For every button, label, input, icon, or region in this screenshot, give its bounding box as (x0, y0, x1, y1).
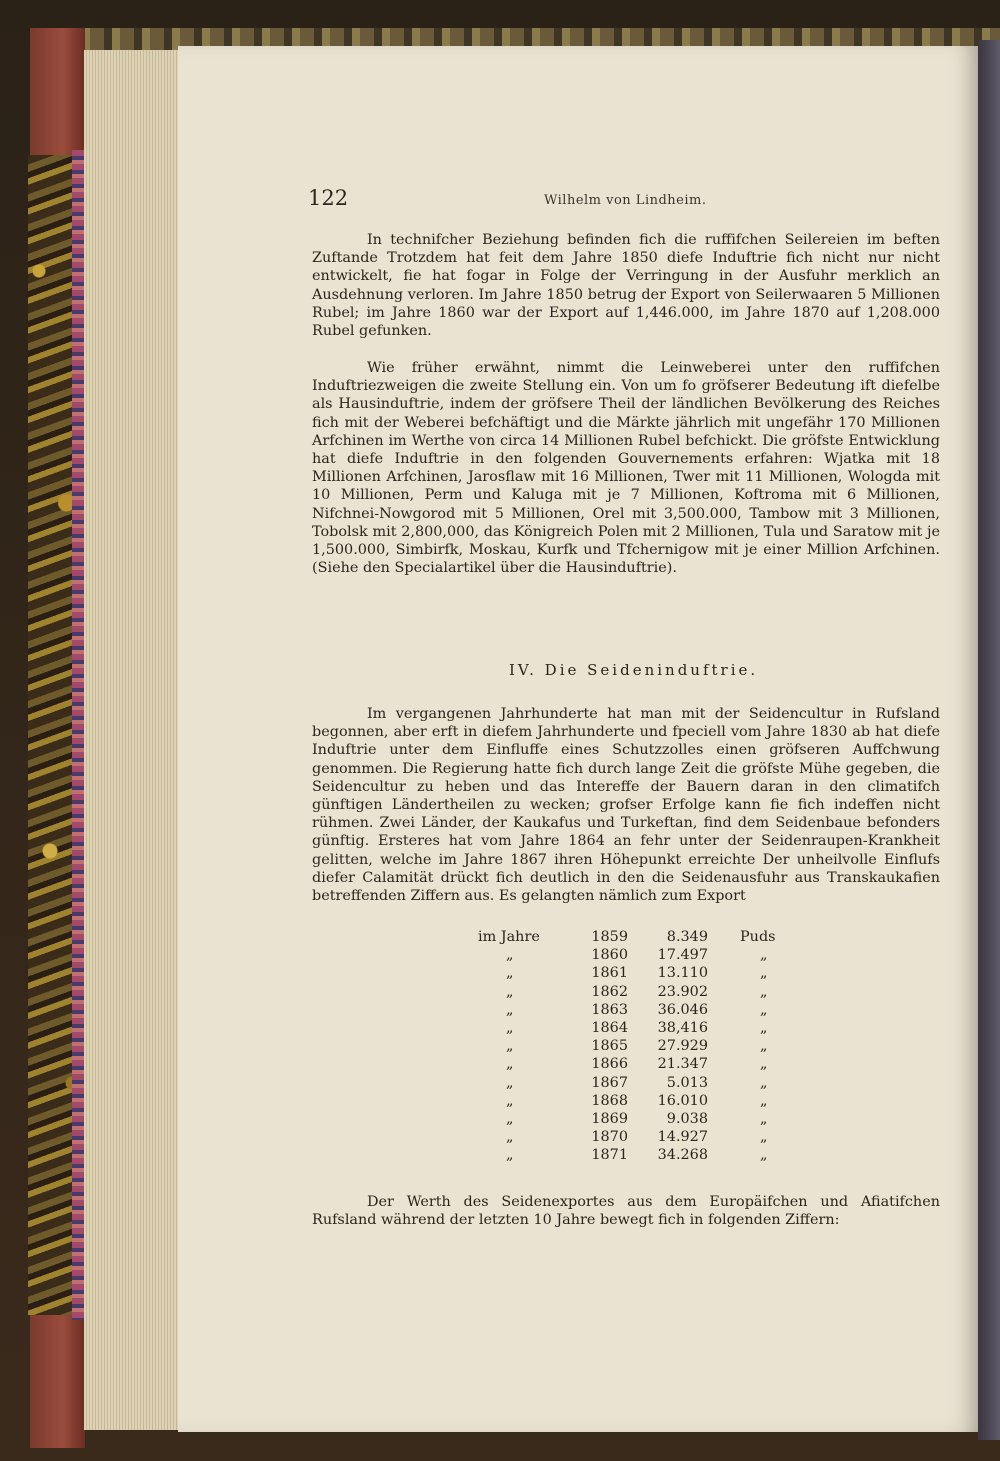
row-value: 17.497 (657, 947, 708, 964)
table-row (470, 984, 790, 1002)
paragraph-seilereien (312, 231, 940, 340)
row-unit: „ (760, 1056, 768, 1073)
row-year: 1868 (591, 1092, 628, 1109)
table-row (470, 1111, 790, 1129)
row-label: „ (506, 1056, 514, 1073)
row-value: 21.347 (657, 1056, 708, 1073)
row-value: 8.349 (666, 929, 708, 945)
row-unit: „ (760, 1001, 768, 1018)
paragraph-text: Im vergangenen Jahrhunderte hat man mit der Seidencultur in Rufsland begonnen, aber erft in diefem Jahrhunderte und fpeciell vom Jahre 1830 ab hat diefe Induftrie unter dem Einfluffe eines Schutzzolles einen gröfseren Auffchwung genommen. Die Regierung hatte fich durch lange Zeit die gröfste Mühe gegeben, die Seidencultur zu heben und das Intereffe der Bauern daran in den climatifch günftigen Ländertheilen zu wecken; grofser Erfolge kann fie fich indeffen nicht rühmen. Zwei Länder, der Kaukafus und Turkeftan, find dem Seidenbaue befonders günftig. Ersteres hat vom Jahre 1864 an fehr unter der Seidenraupen-Krankheit gelitten, welche im Jahre 1867 ihren Höhepunkt erreichte Der unheilvolle Einflufs diefer Calamität drückt fich deutlich in den die Seidenausfuhr aus Transkaukafien betreffenden Ziffern aus. Es gelangten nämlich zum Export (312, 706, 940, 905)
row-unit: „ (760, 947, 768, 964)
paragraph-text: Wie früher erwähnt, nimmt die Leinweberei unter den ruffifchen Induftriezweigen die zweite Stellung ein. Von um fo gröfserer Bedeutung ift diefelbe als Hausinduftrie, indem der gröfsere Theil der ländlichen Bevölkerung des Reiches fich mit der Weberei befchäftigt und die Märkte jährlich mit ungefähr 170 Millionen Arfchinen im Werthe von circa 14 Millionen Rubel befchickt. Die gröfste Entwicklung hat diefe Induftrie in den folgenden Gouvernements erfahren: Wjatka mit 18 Millionen Arfchinen, Jarosflaw mit 16 Millionen, Twer mit 11 Millionen, Wologda mit 10 Millionen, Perm und Kaluga mit je 7 Millionen, Koftroma mit 6 Millionen, Nifchnei-Nowgorod mit 5 Millionen, Orel mit 3,500.000, Tambow mit 3 Millionen, Tobolsk mit 2,800,000, das Königreich Polen mit 2 Millionen, Tula und Saratow mit je 1,500.000, Simbirfk, Moskau, Kurfk und Tfchernigow mit je einer Million Arfchinen. (Siehe den Specialartikel über die Hausinduftrie). (312, 360, 940, 577)
row-unit: „ (760, 1129, 768, 1146)
row-label: „ (506, 1147, 514, 1164)
right-cover-edge (978, 40, 1000, 1440)
row-year: 1869 (591, 1110, 628, 1127)
page-stack (84, 50, 180, 1430)
table-row (470, 947, 790, 965)
page-number: 122 (308, 186, 349, 210)
table-row (470, 1038, 790, 1056)
table-row (470, 929, 790, 947)
row-year: 1866 (591, 1056, 628, 1073)
row-year: 1870 (591, 1129, 628, 1146)
table-row (470, 1020, 790, 1038)
silk-export-table (470, 929, 790, 1165)
row-label: „ (506, 1129, 514, 1146)
row-year: 1860 (591, 947, 628, 964)
row-year: 1863 (591, 1001, 628, 1018)
row-unit: „ (760, 1038, 768, 1055)
row-value: 13.110 (657, 965, 708, 982)
table-row (470, 1129, 790, 1147)
row-value: 16.010 (657, 1092, 708, 1109)
row-value: 38,416 (657, 1019, 708, 1036)
paragraph-seidenexport (312, 1193, 940, 1229)
row-label: „ (506, 1074, 514, 1091)
row-unit: „ (760, 1110, 768, 1127)
row-year: 1861 (591, 965, 628, 982)
row-year: 1865 (591, 1038, 628, 1055)
table-row (470, 1093, 790, 1111)
table-row (470, 1075, 790, 1093)
row-unit: „ (760, 965, 768, 982)
paragraph-seidencultur (312, 705, 940, 905)
row-label: im Jahre (478, 929, 540, 945)
row-label: „ (506, 1019, 514, 1036)
row-label: „ (506, 1110, 514, 1127)
row-unit: Puds (740, 929, 776, 945)
table-row (470, 965, 790, 983)
row-unit: „ (760, 1092, 768, 1109)
row-label: „ (506, 1092, 514, 1109)
table-row (470, 1002, 790, 1020)
row-year: 1859 (591, 929, 628, 945)
row-unit: „ (760, 1074, 768, 1091)
row-unit: „ (760, 1147, 768, 1164)
section-heading: IV. Die Seideninduftrie. (509, 661, 759, 679)
row-year: 1867 (591, 1074, 628, 1091)
paragraph-text: In technifcher Beziehung befinden fich die ruffifchen Seilereien im beften Zuftande Trotzdem hat feit dem Jahre 1850 diefe Induftrie fich nicht nur nicht entwickelt, fie hat fogar in Folge der Verringung in der Ausfuhr merklich an Ausdehnung verloren. Im Jahre 1850 betrug der Export von Seilerwaaren 5 Millionen Rubel; im Jahre 1860 war der Export auf 1,446.000, im Jahre 1870 auf 1,208.000 Rubel gefunken. (312, 232, 940, 340)
table-row (470, 1056, 790, 1074)
row-value: 14.927 (657, 1129, 708, 1146)
row-label: „ (506, 1001, 514, 1018)
row-label: „ (506, 947, 514, 964)
row-label: „ (506, 965, 514, 982)
row-value: 5.013 (666, 1074, 708, 1091)
row-unit: „ (760, 983, 768, 1000)
row-year: 1871 (591, 1147, 628, 1164)
row-value: 27.929 (657, 1038, 708, 1055)
row-year: 1864 (591, 1019, 628, 1036)
row-value: 34.268 (657, 1147, 708, 1164)
row-label: „ (506, 1038, 514, 1055)
table-row (470, 1147, 790, 1165)
marbled-page-edge (72, 150, 84, 1320)
row-unit: „ (760, 1019, 768, 1036)
row-value: 23.902 (657, 983, 708, 1000)
row-label: „ (506, 983, 514, 1000)
row-year: 1862 (591, 983, 628, 1000)
paragraph-leinweberei (312, 359, 940, 577)
row-value: 9.038 (666, 1110, 708, 1127)
paragraph-text: Der Werth des Seidenexportes aus dem Europäifchen und Afiatifchen Rufsland während der letzten 10 Jahre bewegt fich in folgenden Ziffern: (312, 1194, 940, 1229)
running-head: Wilhelm von Lindheim. (544, 193, 707, 208)
row-value: 36.046 (657, 1001, 708, 1018)
